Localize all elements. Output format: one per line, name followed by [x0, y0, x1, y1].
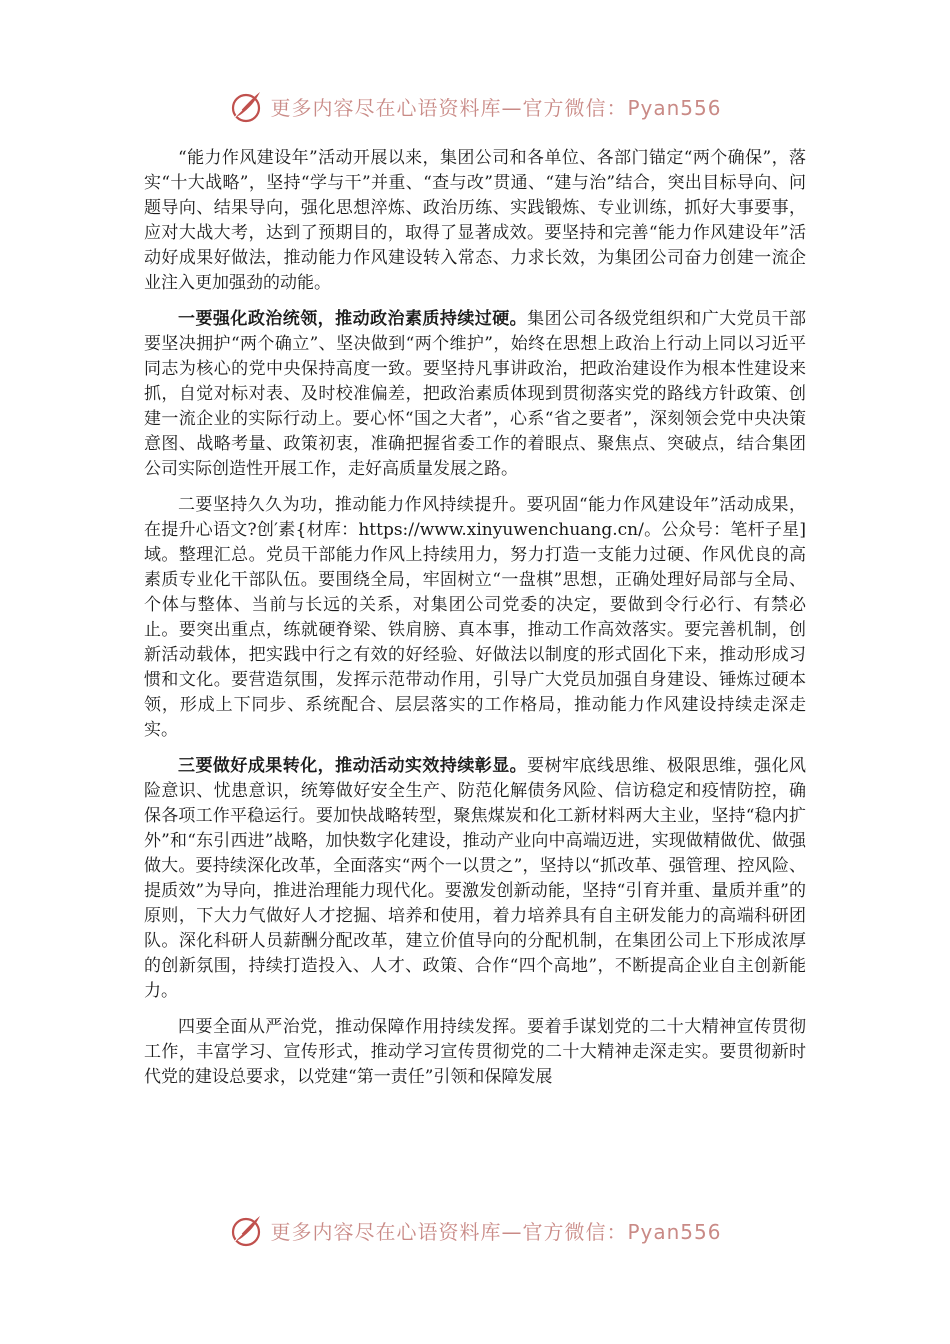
paragraph-1-body: “能力作风建设年”活动开展以来，集团公司和各单位、各部门锚定“两个确保”，落实“十大战略”，坚持“学与干”并重、“查与改”贯通、“建与治”结合，突出目标导向、问题导向、结果导向，强化思想淬炼、政治历练、实践锻炼、专业训练，抓好大事要事，应对大战大考，达到了预期目的，取得了显著成效。要坚持和完善“能力作风建设年”活动好成果好做法，推动能力作风建设转入常态、力求长效，为集团公司奋力创建一流企业注入更加强劲的动能。 [144, 148, 806, 293]
paragraph-4-body: 要树牢底线思维、极限思维，强化风险意识、忧患意识，统筹做好安全生产、防范化解债务风险、信访稳定和疫情防控，确保各项工作平稳运行。要加快战略转型，聚焦煤炭和化工新材料两大主业，坚持“稳内扩外”和“东引西进”战略，加快数字化建设，推动产业向中高端迈进，实现做精做优、做强做大。要持续深化改革，全面落实“两个一以贯之”，坚持以“抓改革、强管理、控风险、提质效”为导向，推进治理能力现代化。要激发创新动能，坚持“引育并重、量质并重”的原则，下大力气做好人才挖掘、培养和使用，着力培养具有自主研发能力的高端科研团队。深化科研人员薪酬分配改革，建立价值导向的分配机制，在集团公司上下形成浓厚的创新氛围，持续打造投入、人才、政策、合作“四个高地”，不断提高企业自主创新能力。 [144, 756, 807, 1001]
quill-pen-circle-icon [228, 88, 264, 124]
footer-watermark-banner [0, 1210, 950, 1250]
header-watermark-banner [0, 86, 950, 126]
paragraph-2 [144, 307, 806, 482]
paragraph-3 [144, 493, 806, 743]
watermark-group [228, 88, 721, 124]
paragraph-5 [144, 1015, 806, 1090]
paragraph-1 [144, 146, 806, 296]
paragraph-2-lead: 一要强化政治统领，推动政治素质持续过硬。 [178, 309, 528, 329]
paragraph-5-body: 四要全面从严治党，推动保障作用持续发挥。要着手谋划党的二十大精神宣传贯彻工作，丰富学习、宣传形式，推动学习宣传贯彻党的二十大精神走深走实。要贯彻新时代党的建设总要求，以党建“第一责任”引领和保障发展 [144, 1017, 806, 1087]
watermark-text: 更多内容尽在心语资料库—官方微信：Pyan556 [270, 1219, 722, 1244]
document-body [144, 146, 806, 1101]
quill-pen-circle-icon [228, 1212, 264, 1248]
paragraph-4 [144, 754, 806, 1004]
watermark-group [228, 1212, 721, 1248]
watermark-text: 更多内容尽在心语资料库—官方微信：Pyan556 [270, 95, 722, 120]
paragraph-3-body: 二要坚持久久为功，推动能力作风持续提升。要巩固“能力作风建设年”活动成果，在提升心语文?创′素{材库：https://www.xinyuwenchuang.cn/。公众号：笔杆子星]域。整理汇总。党员干部能力作风上持续用力，努力打造一支能力过硬、作风优良的高素质专业化干部队伍。要围绕全局，牢固树立“一盘棋”思想，正确处理好局部与全局、个体与整体、当前与长远的关系，对集团公司党委的决定，要做到令行必行、有禁必止。要突出重点，练就硬脊梁、铁肩膀、真本事，推动工作高效落实。要完善机制，创新活动载体，把实践中行之有效的好经验、好做法以制度的形式固化下来，推动形成习惯和文化。要营造氛围，发挥示范带动作用，引导广大党员加强自身建设、锤炼过硬本领，形成上下同步、系统配合、层层落实的工作格局，推动能力作风建设持续走深走实。 [144, 495, 806, 740]
paragraph-2-body: 集团公司各级党组织和广大党员干部要坚决拥护“两个确立”、坚决做到“两个维护”，始终在思想上政治上行动上同以习近平同志为核心的党中央保持高度一致。要坚持凡事讲政治，把政治建设作为根本性建设来抓，自觉对标对表、及时校准偏差，把政治素质体现到贯彻落实党的路线方针政策、创建一流企业的实际行动上。要心怀“国之大者”，心系“省之要者”，深刻领会党中央决策意图、战略考量、政策初衷，准确把握省委工作的着眼点、聚焦点、突破点，结合集团公司实际创造性开展工作，走好高质量发展之路。 [144, 309, 807, 479]
paragraph-4-lead: 三要做好成果转化，推动活动实效持续彰显。 [178, 756, 528, 776]
